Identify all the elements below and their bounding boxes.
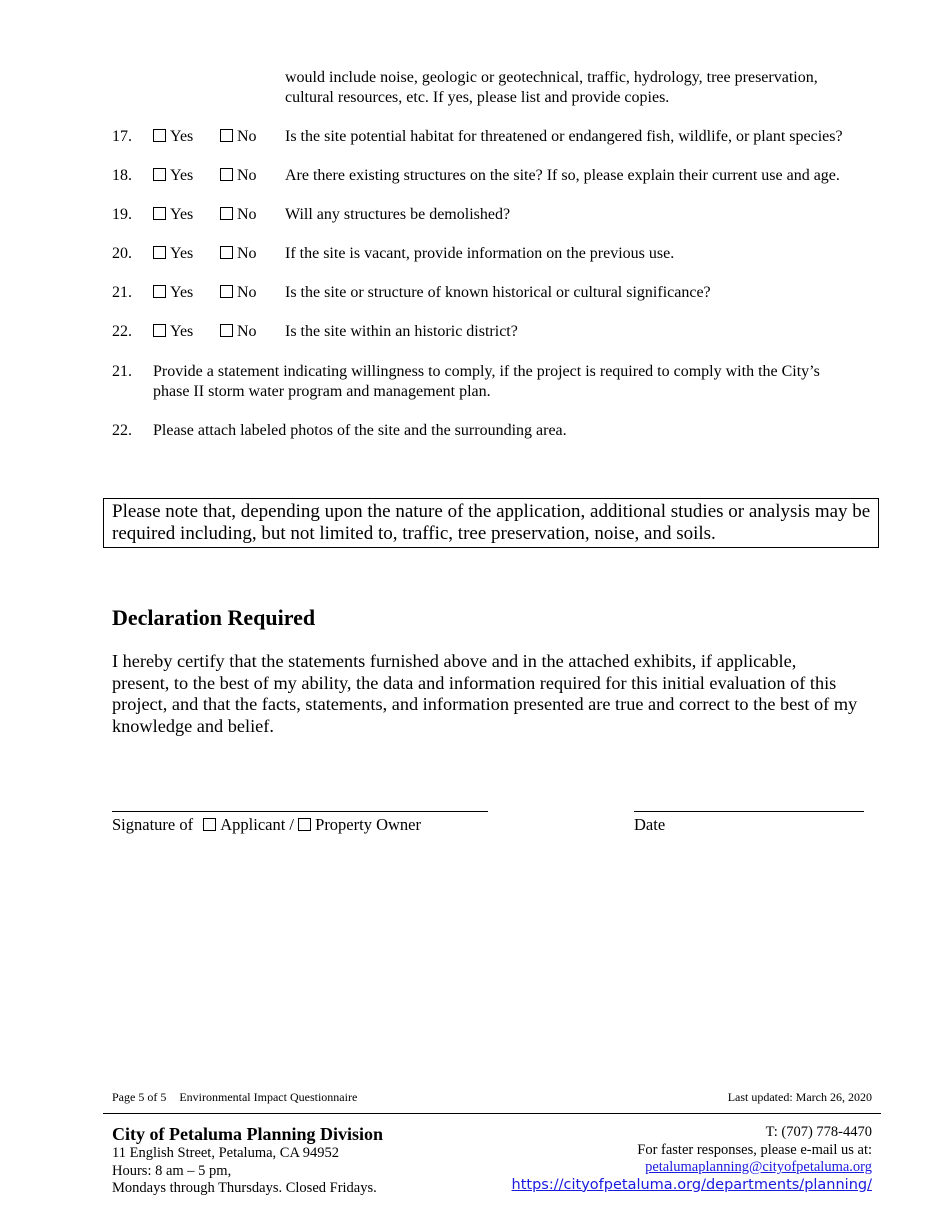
no-checkbox[interactable] — [220, 207, 233, 220]
cert-line-3: project, and that the facts, statements, and information presented are true and correct to the best of my — [112, 694, 858, 714]
question-text: If the site is vacant, provide information on the previous use. — [285, 245, 675, 262]
yes-option[interactable] — [153, 322, 193, 342]
question-row — [0, 283, 950, 303]
yes-label: Yes — [170, 128, 194, 145]
no-label: No — [237, 245, 257, 262]
no-option[interactable] — [220, 244, 257, 264]
yes-option[interactable] — [153, 283, 193, 303]
no-checkbox[interactable] — [220, 324, 233, 337]
no-option[interactable] — [220, 166, 257, 186]
cert-line-1: I hereby certify that the statements furnished above and in the attached exhibits, if applicable, — [112, 651, 797, 671]
question-text: Is the site or structure of known historical or cultural significance? — [285, 284, 711, 301]
page-number: Page 5 of 5 — [112, 1090, 167, 1104]
footer-contact-right — [512, 1124, 872, 1194]
yes-checkbox[interactable] — [153, 129, 166, 142]
question-number: 20. — [112, 245, 132, 262]
no-label: No — [237, 167, 257, 184]
cert-line-4: knowledge and belief. — [112, 715, 274, 736]
statement-text-line-2: phase II storm water program and management plan. — [153, 383, 491, 400]
question-text: Are there existing structures on the site? If so, please explain their current use and age. — [285, 167, 840, 184]
question-row — [0, 166, 950, 186]
statement-number: 22. — [112, 422, 132, 439]
question-number: 22. — [112, 323, 132, 340]
yes-label: Yes — [170, 245, 194, 262]
days: Mondays through Thursdays. Closed Fridays. — [112, 1180, 377, 1196]
yes-label: Yes — [170, 323, 194, 340]
signature-label — [112, 815, 421, 835]
yes-checkbox[interactable] — [153, 285, 166, 298]
yes-checkbox[interactable] — [153, 246, 166, 259]
question-text: Is the site potential habitat for threatened or endangered fish, wildlife, or plant species? — [285, 128, 843, 145]
yes-label: Yes — [170, 284, 194, 301]
hours: Hours: 8 am – 5 pm, — [112, 1162, 232, 1179]
last-updated: Last updated: March 26, 2020 — [727, 1090, 872, 1104]
continuation-line-1: would include noise, geologic or geotechnical, traffic, hydrology, tree preservation, — [285, 69, 818, 86]
property-owner-checkbox[interactable] — [298, 818, 311, 831]
declaration-heading: Declaration Required — [112, 605, 316, 630]
question-row — [0, 205, 950, 225]
studies-note-box — [103, 498, 879, 548]
question-text: Is the site within an historic district? — [285, 323, 518, 340]
no-label: No — [237, 284, 257, 301]
footer-contact-left — [112, 1124, 383, 1198]
no-option[interactable] — [220, 283, 257, 303]
no-checkbox[interactable] — [220, 246, 233, 259]
footer-page-info — [112, 1090, 357, 1105]
note-line-2: required including, but not limited to, traffic, tree preservation, noise, and soils. — [112, 523, 716, 544]
question-number: 19. — [112, 206, 132, 223]
no-checkbox[interactable] — [220, 285, 233, 298]
question-16-continuation — [285, 68, 818, 108]
email-prompt: For faster responses, please e-mail us at: — [637, 1141, 872, 1158]
no-option[interactable] — [220, 127, 257, 147]
phone: T: (707) 778-4470 — [765, 1124, 872, 1140]
address: 11 English Street, Petaluma, CA 94952 — [112, 1145, 340, 1161]
signature-prefix: Signature of — [112, 815, 194, 834]
question-row — [0, 244, 950, 264]
question-number: 17. — [112, 128, 132, 145]
yes-label: Yes — [170, 167, 194, 184]
question-number: 18. — [112, 167, 132, 184]
footer-divider — [103, 1113, 881, 1114]
question-number: 21. — [112, 284, 132, 301]
applicant-label: Applicant / — [220, 815, 295, 834]
yes-option[interactable] — [153, 127, 193, 147]
organization-name: City of Petaluma Planning Division — [112, 1124, 384, 1144]
statement-text-line-1: Please attach labeled photos of the site and the surrounding area. — [153, 422, 567, 439]
no-option[interactable] — [220, 322, 257, 342]
question-row — [0, 127, 950, 147]
no-checkbox[interactable] — [220, 129, 233, 142]
yes-checkbox[interactable] — [153, 207, 166, 220]
yes-checkbox[interactable] — [153, 168, 166, 181]
yes-option[interactable] — [153, 166, 193, 186]
applicant-checkbox[interactable] — [203, 818, 216, 831]
website-link[interactable]: https://cityofpetaluma.org/departments/planning/ — [511, 1176, 872, 1193]
question-text: Will any structures be demolished? — [285, 206, 511, 223]
yes-label: Yes — [170, 206, 194, 223]
date-label: Date — [634, 815, 666, 834]
signature-line[interactable] — [112, 811, 488, 812]
email-link[interactable]: petalumaplanning@cityofpetaluma.org — [645, 1159, 872, 1175]
note-line-1: Please note that, depending upon the nature of the application, additional studies or analysis may be — [112, 501, 871, 522]
certification-paragraph — [112, 651, 882, 737]
property-owner-label: Property Owner — [315, 815, 421, 834]
no-label: No — [237, 128, 257, 145]
question-row — [0, 322, 950, 342]
continuation-line-2: cultural resources, etc. If yes, please list and provide copies. — [285, 89, 670, 106]
no-checkbox[interactable] — [220, 168, 233, 181]
no-option[interactable] — [220, 205, 257, 225]
document-title: Environmental Impact Questionnaire — [179, 1090, 358, 1104]
statement-text-line-1: Provide a statement indicating willingness to comply, if the project is required to comply with the City’s — [153, 363, 820, 380]
statement-number: 21. — [112, 363, 132, 380]
no-label: No — [237, 323, 257, 340]
yes-option[interactable] — [153, 205, 193, 225]
no-label: No — [237, 206, 257, 223]
date-line[interactable] — [634, 811, 864, 812]
cert-line-2: present, to the best of my ability, the data and information required for this initial evaluation of this — [112, 672, 837, 693]
yes-checkbox[interactable] — [153, 324, 166, 337]
yes-option[interactable] — [153, 244, 193, 264]
